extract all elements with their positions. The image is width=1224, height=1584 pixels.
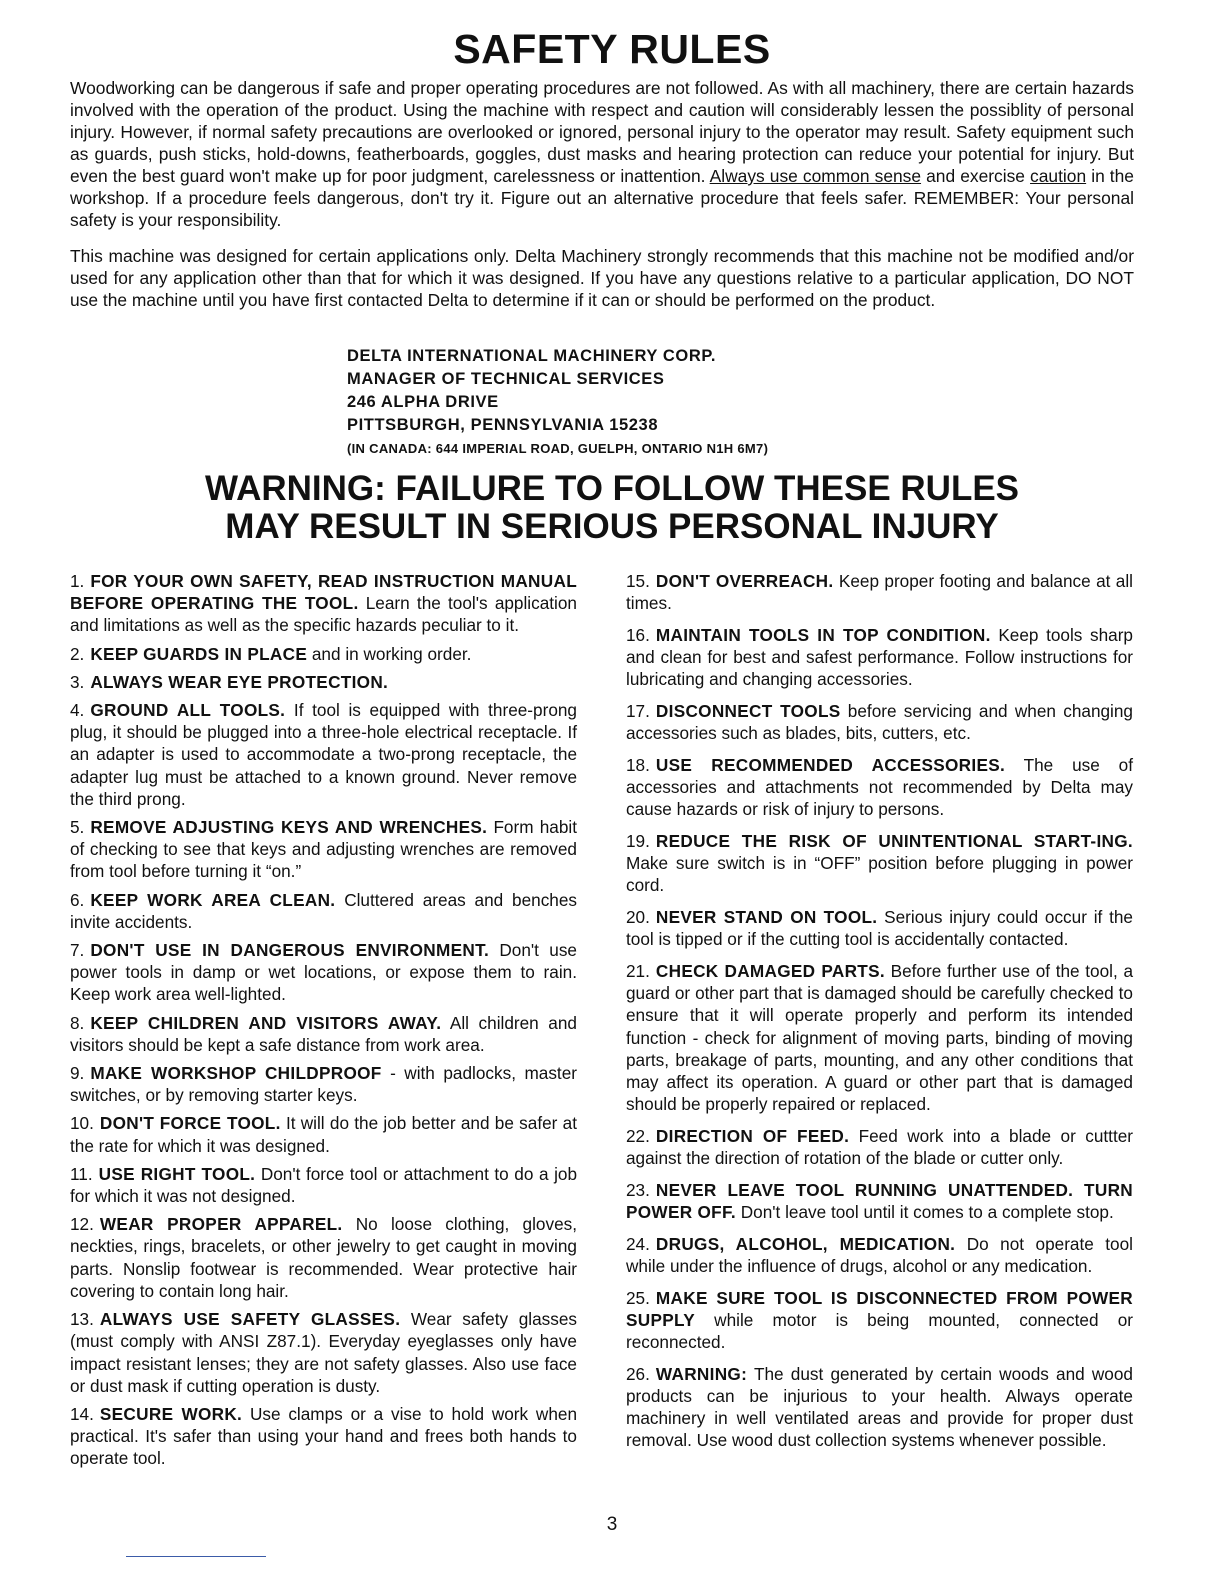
rule-number: 9. [70, 1063, 85, 1084]
rule-heading: MAKE WORKSHOP CHILDPROOF [90, 1063, 382, 1084]
safety-rule [70, 816, 577, 883]
rule-number: 3. [70, 671, 85, 692]
rule-heading: DIRECTION OF FEED. [655, 1125, 850, 1146]
rule-number: 1. [70, 571, 85, 591]
rule-number: 15. [626, 571, 650, 591]
address-line-1: DELTA INTERNATIONAL MACHINERY CORP. [347, 347, 717, 365]
rule-number: 11. [70, 1163, 93, 1184]
intro-text-c: in the workshop. If a procedure feels dangerous, don't try it. Figure out an alternative procedure that feels safer. REMEMBER: Your personal safety is your responsibility. [70, 166, 1134, 230]
safety-rule [70, 939, 577, 1006]
warning-line-2: MAY RESULT IN SERIOUS PERSONAL INJURY [225, 507, 999, 546]
intro-text-a: Woodworking can be dangerous if safe and proper operating procedures are not followed. As with all machinery, there are certain hazards involved with the operation of the product. Using the machine with respect and caution will considerably lessen the possiblity of personal injury. However, if normal safety precautions are overlooked or ignored, personal injury to the operator may result. Safety equipment such as guards, push sticks, hold-downs, featherboards, goggles, dust masks and hearing protection can reduce your potential for injury. But even the best guard won't make up for poor judgment, carelessness or inattention. [70, 78, 1134, 186]
safety-rule [626, 624, 1133, 691]
rule-text: The use of accessories and attachments not recommended by Delta may cause hazards or risk of injury to persons. [626, 754, 1134, 820]
company-address [347, 345, 768, 460]
caution-text: caution [1030, 166, 1087, 186]
rule-number: 20. [626, 907, 650, 928]
rule-number: 17. [626, 701, 650, 722]
rule-text: Keep tools sharp and clean for best and safest performance. Follow instructions for lubricating and changing accessories. [626, 624, 1133, 690]
safety-rule [626, 830, 1133, 897]
safety-rule [626, 906, 1133, 950]
rules-left-column [70, 570, 577, 1476]
safety-rule [70, 1012, 577, 1056]
safety-rule [626, 700, 1133, 744]
safety-rule [626, 1179, 1133, 1223]
intro-paragraph-1 [70, 77, 1134, 231]
safety-rule [626, 754, 1133, 821]
rule-text: Before further use of the tool, a guard or other part that is damaged should be carefully checked to ensure that it will operate properly and perform its intended function - check for alignment of moving parts, binding of moving parts, breakage of parts, mounting, and any other conditions that may affect its operation. A guard or other part that is damaged should be properly repaired or replaced. [626, 961, 1134, 1115]
rule-text: Cluttered areas and benches invite accidents. [70, 889, 577, 932]
safety-rule [626, 570, 1133, 614]
rule-text: - with padlocks, master switches, or by removing starter keys. [70, 1063, 577, 1106]
rule-heading: NEVER LEAVE TOOL RUNNING UNATTENDED. TURN POWER OFF. [626, 1179, 1133, 1223]
rule-text: Don't leave tool until it comes to a complete stop. [740, 1202, 1114, 1223]
intro-text-b: and exercise [926, 166, 1025, 186]
rule-heading: DISCONNECT TOOLS [655, 701, 841, 722]
rule-text: Serious injury could occur if the tool is tipped or if the cutting tool is accidentally contacted. [626, 907, 1133, 950]
rule-text: and in working order. [311, 643, 472, 664]
rules-right-column [626, 570, 1133, 1461]
rule-text: Do not operate tool while under the influence of drugs, alcohol or any medication. [626, 1233, 1133, 1276]
rule-number: 5. [70, 817, 85, 838]
rule-heading: WARNING: [655, 1363, 748, 1384]
rule-number: 18. [626, 754, 650, 775]
rule-number: 16. [626, 624, 650, 645]
rule-text: Don't use power tools in damp or wet locations, or expose them to rain. Keep work area well-lighted. [70, 940, 577, 1005]
rule-text: Use clamps or a vise to hold work when practical. It's safer than using your hand and frees both hands to operate tool. [70, 1403, 577, 1469]
rule-text: Make sure switch is in “OFF” position before plugging in power cord. [626, 853, 1133, 896]
warning-line-1: WARNING: FAILURE TO FOLLOW THESE RULES [204, 469, 1020, 508]
warning-heading [0, 470, 1224, 546]
rule-heading: DON'T USE IN DANGEROUS ENVIRONMENT. [90, 940, 490, 961]
rule-number: 7. [70, 940, 85, 961]
rule-heading: MAKE SURE TOOL IS DISCONNECTED FROM POWER SUPPLY [626, 1287, 1133, 1330]
rule-heading: USE RIGHT TOOL. [98, 1163, 256, 1184]
rule-number: 13. [70, 1309, 94, 1330]
safety-rule [70, 1062, 577, 1106]
rule-number: 26. [626, 1363, 650, 1384]
safety-rule [70, 570, 577, 637]
safety-rule [626, 960, 1133, 1115]
rule-heading: KEEP WORK AREA CLEAN. [90, 889, 336, 910]
address-line-canada: (IN CANADA: 644 IMPERIAL ROAD, GUELPH, ONTARIO N1H 6M7) [347, 441, 769, 456]
rule-heading: KEEP GUARDS IN PLACE [90, 643, 308, 664]
rule-text: It will do the job better and be safer at the rate for which it was designed. [70, 1113, 577, 1156]
rule-text: Wear safety glasses (must comply with ANSI Z87.1). Everyday eyeglasses only have impact resistant lenses; they are not safety glasses. Also use face or dust mask if cutting operation is dusty. [70, 1309, 577, 1396]
safety-rule [626, 1287, 1133, 1354]
rule-number: 19. [626, 831, 650, 852]
safety-rule [70, 1213, 577, 1302]
rule-heading: GROUND ALL TOOLS. [90, 700, 286, 721]
safety-rule [70, 1112, 577, 1156]
rule-heading: ALWAYS USE SAFETY GLASSES. [99, 1309, 401, 1330]
safety-rule [626, 1233, 1133, 1277]
safety-rule [70, 889, 577, 933]
safety-rule [70, 671, 577, 693]
page-number: 3 [606, 1514, 618, 1535]
safety-rule [70, 1163, 577, 1207]
rule-text: Keep proper footing and balance at all times. [626, 571, 1133, 614]
rule-heading: DRUGS, ALCOHOL, MEDICATION. [655, 1233, 956, 1254]
rule-heading: KEEP CHILDREN AND VISITORS AWAY. [90, 1012, 442, 1033]
rule-text: while motor is being mounted, connected or reconnected. [626, 1309, 1133, 1353]
rule-number: 8. [70, 1012, 85, 1033]
rule-heading: CHECK DAMAGED PARTS. [655, 961, 885, 982]
rule-number: 23. [626, 1179, 650, 1200]
rule-text: Learn the tool's application and limitations as well as the specific hazards peculiar to it. [70, 593, 577, 636]
rule-number: 25. [626, 1287, 650, 1308]
rule-heading: REMOVE ADJUSTING KEYS AND WRENCHES. [90, 817, 488, 838]
address-line-3: 246 ALPHA DRIVE [347, 393, 499, 411]
rule-text: No loose clothing, gloves, neckties, rings, bracelets, or other jewelry to get caught in moving parts. Nonslip footwear is recommended. Wear protective hair covering to contain long hair. [70, 1214, 577, 1301]
rule-heading: MAINTAIN TOOLS IN TOP CONDITION. [655, 624, 991, 645]
safety-rule [626, 1363, 1133, 1452]
rule-heading: FOR YOUR OWN SAFETY, READ INSTRUCTION MANUAL BEFORE OPERATING THE TOOL. [70, 571, 577, 614]
rule-number: 12. [70, 1214, 94, 1235]
rule-heading: SECURE WORK. [99, 1403, 243, 1424]
rule-number: 10. [70, 1113, 94, 1134]
rule-text: If tool is equipped with three-prong plug, it should be plugged into a three-hole electrical receptacle. If an adapter is used to accommodate a two-prong receptacle, the adapter lug must be attached to a known ground. Never remove the third prong. [70, 700, 577, 809]
safety-rule [70, 643, 577, 665]
rule-text: The dust generated by certain woods and wood products can be injurious to your health. Always operate machinery in well ventilated areas and provide for proper dust removal. Use wood dust collection systems whenever possible. [626, 1363, 1133, 1451]
page-title: SAFETY RULES [453, 26, 771, 72]
always-common-sense-text: Always use common sense [709, 166, 922, 186]
rule-number: 4. [70, 700, 85, 721]
rule-number: 2. [70, 643, 85, 664]
rule-heading: DON'T OVERREACH. [655, 571, 834, 591]
rule-heading: REDUCE THE RISK OF UNINTENTIONAL START-ING. [655, 831, 1133, 852]
rule-text: All children and visitors should be kept a safe distance from work area. [70, 1012, 577, 1055]
rule-heading: DON'T FORCE TOOL. [99, 1113, 281, 1134]
rule-text: Feed work into a blade or cuttter against the direction of rotation of the blade or cutter only. [626, 1125, 1133, 1169]
rule-heading: ALWAYS WEAR EYE PROTECTION. [90, 671, 389, 692]
rule-number: 6. [70, 889, 85, 910]
safety-rule [626, 1125, 1133, 1169]
rule-text: Don't force tool or attachment to do a job for which it was not designed. [70, 1163, 577, 1207]
rule-number: 22. [626, 1125, 650, 1146]
rule-heading: USE RECOMMENDED ACCESSORIES. [655, 754, 1006, 775]
footer-line [126, 1556, 266, 1557]
rule-heading: NEVER STAND ON TOOL. [655, 907, 878, 928]
safety-rule [70, 699, 577, 810]
rule-text: before servicing and when changing accessories such as blades, bits, cutters, etc. [626, 701, 1133, 744]
rule-number: 24. [626, 1233, 650, 1254]
rule-heading: WEAR PROPER APPAREL. [99, 1214, 343, 1235]
safety-rule [70, 1308, 577, 1397]
address-line-4: PITTSBURGH, PENNSYLVANIA 15238 [347, 416, 659, 434]
intro-paragraph-2: This machine was designed for certain applications only. Delta Machinery strongly recommends that this machine not be modified and/or used for any application other than that for which it was designed. If you have any questions relative to a particular application, DO NOT use the machine until you have first contacted Delta to determine if it can or should be performed on the product. [70, 246, 1134, 310]
safety-rule [70, 1403, 577, 1470]
rule-number: 21. [626, 961, 650, 982]
rule-number: 14. [70, 1403, 94, 1424]
address-line-2: MANAGER OF TECHNICAL SERVICES [347, 370, 665, 388]
rule-text: Form habit of checking to see that keys and adjusting wrenches are removed from tool before turning it “on.” [70, 817, 577, 882]
